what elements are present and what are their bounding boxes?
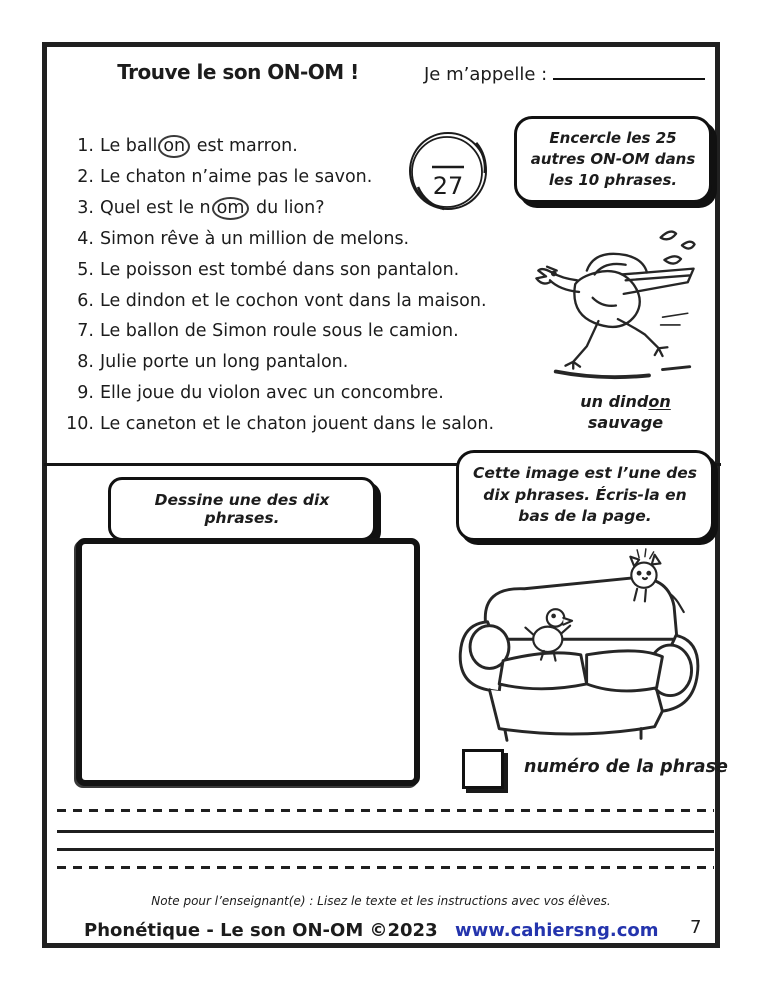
- underlined-on: on: [648, 392, 671, 411]
- footer-website-link[interactable]: www.cahiersng.com: [455, 920, 659, 941]
- couch-icon: [442, 546, 706, 750]
- circled-on-om: on: [158, 135, 190, 158]
- turkey-caption: [553, 392, 698, 434]
- running-turkey-icon: [514, 224, 714, 389]
- name-label: Je m’appelle :: [424, 64, 548, 85]
- sentence-row: [56, 224, 542, 255]
- sentence-text: Elle joue du violon avec un concombre.: [100, 383, 444, 404]
- score-max: 27: [432, 172, 464, 200]
- sentence-row: [56, 347, 542, 378]
- writing-line-dashed-top: [57, 809, 714, 812]
- sentence-row: [56, 378, 542, 409]
- hand-drawn-circle-icon: [404, 127, 492, 215]
- page-title: Trouve le son ON-OM !: [117, 60, 359, 84]
- draw-instruction-bubble: Dessine une des dix phrases.: [108, 477, 376, 541]
- turkey-illustration: [514, 224, 714, 389]
- sentence-number: 9.: [77, 383, 94, 404]
- sentence-number: 6.: [77, 290, 94, 311]
- image-instruction-bubble: Cette image est l’une des dix phrases. Écris-la en bas de la page.: [456, 450, 714, 541]
- sentence-number: 2.: [77, 166, 94, 187]
- phrase-number-box: [462, 749, 504, 789]
- sentence-number: 4.: [77, 228, 94, 249]
- turkey-caption-line1: un dindon: [580, 392, 671, 411]
- phrase-number-label: numéro de la phrase: [524, 757, 728, 777]
- sentence-number: 3.: [77, 197, 94, 218]
- writing-line-solid-2: [57, 848, 714, 851]
- sentence-row: [56, 286, 542, 317]
- writing-line-solid-1: [57, 830, 714, 833]
- page-number: 7: [690, 917, 702, 938]
- sentence-text: Le chaton n’aime pas le savon.: [100, 166, 373, 187]
- sentence-text: Le ballon de Simon roule sous le camion.: [100, 321, 459, 342]
- couch-cat-duck-illustration: [442, 546, 706, 750]
- drawing-box: [76, 538, 420, 786]
- sentence-number: 5.: [77, 259, 94, 280]
- sentence-text: Le caneton et le chaton jouent dans le salon.: [100, 414, 495, 435]
- sentence-text: Le poisson est tombé dans son pantalon.: [100, 259, 460, 280]
- turkey-caption-line2: sauvage: [587, 412, 664, 432]
- teacher-note: Note pour l’enseignant(e) : Lisez le texte et les instructions avec vos élèves.: [151, 894, 611, 908]
- instruction-bubble-encercle: Encercle les 25 autres ON-OM dans les 10 phrases.: [514, 116, 712, 203]
- sentence-row: [56, 316, 542, 347]
- sentence-text: Le ball on est marron.: [100, 131, 542, 162]
- name-row: [424, 62, 705, 85]
- sentence-text: Quel est le n om du lion?: [100, 193, 542, 224]
- sentence-text: Julie porte un long pantalon.: [100, 352, 349, 373]
- sentence-text: Simon rêve à un million de melons.: [100, 228, 410, 249]
- circled-on-om: om: [212, 197, 250, 220]
- sentence-number: 8.: [77, 352, 94, 373]
- score-circle-badge: [404, 127, 492, 215]
- sentence-text: Le dindon et le cochon vont dans la maison.: [100, 290, 487, 311]
- sentence-number: 10.: [66, 414, 94, 435]
- name-blank-line: [553, 62, 705, 80]
- sentence-row: [56, 409, 542, 440]
- sentence-row: [56, 255, 542, 286]
- footer-title: Phonétique - Le son ON-OM ©2023: [84, 920, 438, 941]
- sentence-number: 7.: [77, 321, 94, 342]
- writing-line-dashed-bottom: [57, 866, 714, 869]
- sentence-number: 1.: [77, 136, 94, 156]
